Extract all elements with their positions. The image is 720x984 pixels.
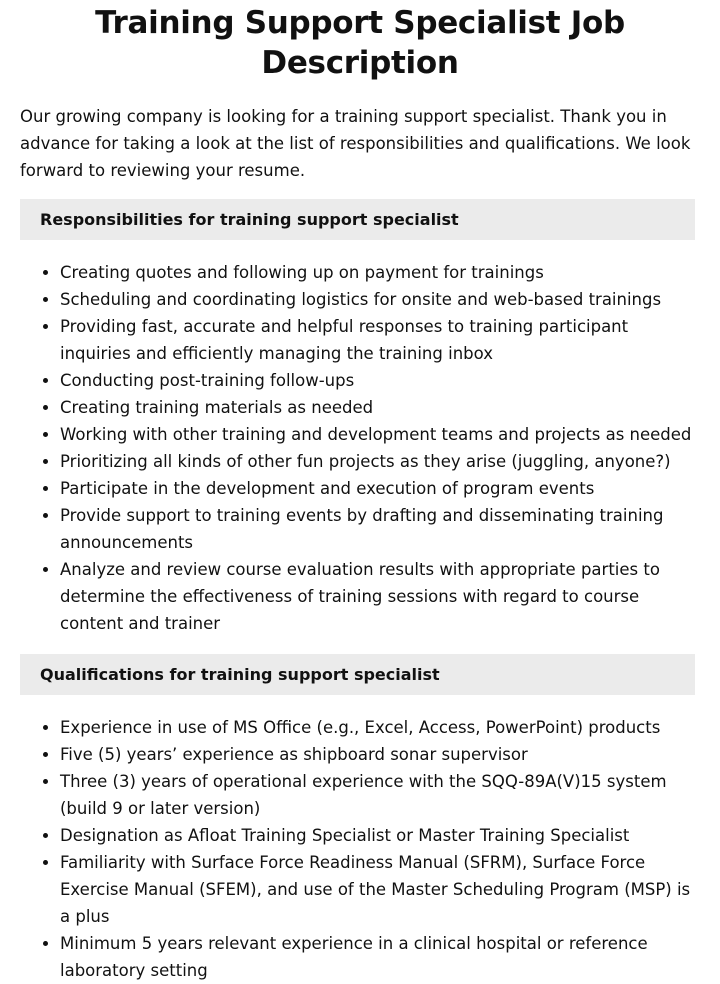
list-item: • Minimum 5 years relevant experience in a clinical hospital or reference laboratory setting (60, 930, 695, 984)
list-item: • Working with other training and development teams and projects as needed (60, 421, 695, 448)
list-item: • Familiarity with Surface Force Readiness Manual (SFRM), Surface Force Exercise Manual (SFEM), and use of the Master Scheduling Program (MSP) is a plus (60, 849, 695, 930)
list-item: • Designation as Afloat Training Specialist or Master Training Specialist (60, 822, 695, 849)
responsibilities-list (20, 259, 695, 637)
list-item: • Provide support to training events by drafting and disseminating training announcements (60, 502, 695, 556)
page-title: Training Support Specialist Job Description (95, 5, 625, 81)
responsibilities-heading: Responsibilities for training support specialist (20, 199, 695, 240)
list-item: • Three (3) years of operational experience with the SQQ-89A(V)15 system (build 9 or later version) (60, 768, 695, 822)
intro-paragraph: Our growing company is looking for a training support specialist. Thank you in advance for taking a look at the list of responsibilities and qualifications. We look forward to reviewing your resume. (20, 107, 691, 180)
qualifications-list (20, 714, 695, 984)
list-item: • Five (5) years’ experience as shipboard sonar supervisor (60, 741, 695, 768)
list-item: • Providing fast, accurate and helpful responses to training participant inquiries and efficiently managing the training inbox (60, 313, 695, 367)
list-item: • Conducting post-training follow-ups (60, 367, 695, 394)
list-item: • Experience in use of MS Office (e.g., Excel, Access, PowerPoint) products (60, 714, 695, 741)
list-item: • Creating training materials as needed (60, 394, 695, 421)
list-item: • Scheduling and coordinating logistics for onsite and web-based trainings (60, 286, 695, 313)
list-item: • Prioritizing all kinds of other fun projects as they arise (juggling, anyone?) (60, 448, 695, 475)
list-item: • Participate in the development and execution of program events (60, 475, 695, 502)
qualifications-heading: Qualifications for training support specialist (20, 654, 695, 695)
list-item: • Creating quotes and following up on payment for trainings (60, 259, 695, 286)
list-item: • Analyze and review course evaluation results with appropriate parties to determine the effectiveness of training sessions with regard to course content and trainer (60, 556, 695, 637)
